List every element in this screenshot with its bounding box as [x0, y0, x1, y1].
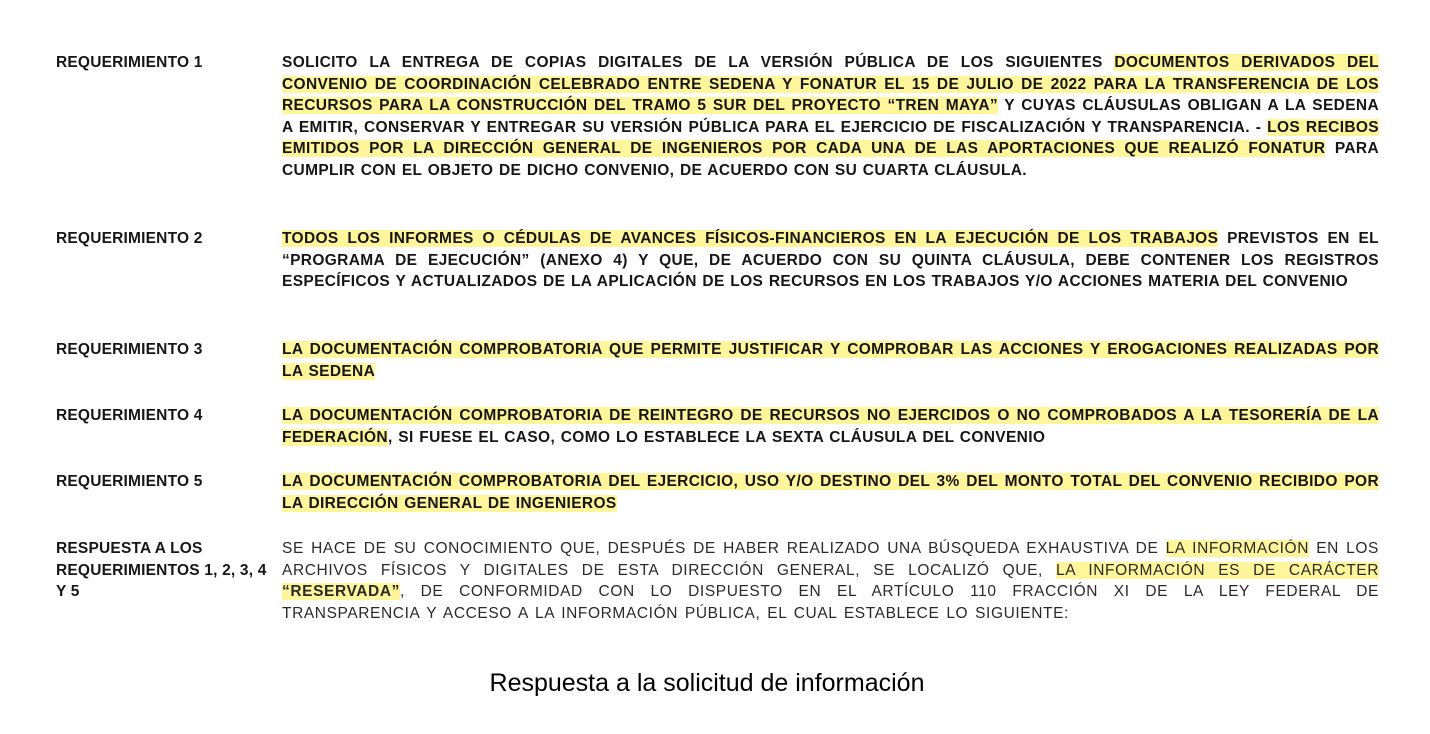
reserved-emphasis: “RESERVADA”: [282, 583, 400, 600]
text-segment: Y CUYAS CLÁUSULAS OBLIGAN A LA SEDENA A EMITIR, CONSERVAR Y ENTREGAR SU VERSIÓN PÚBLICA PARA EL EJERCICIO DE FISCALIZACIÓN Y TRANSPARENCIA. -: [282, 97, 1380, 136]
highlighted-segment: LOS RECIBOS EMITIDOS POR LA DIRECCIÓN GENERAL DE INGENIEROS POR CADA UNA DE LAS APORTACIONES QUE REALIZÓ FONATUR: [282, 118, 1379, 157]
requirement-label: REQUERIMIENTO 3: [56, 341, 203, 358]
requirement-text: [282, 471, 1379, 514]
highlighted-segment: LA DOCUMENTACIÓN COMPROBATORIA QUE PERMITE JUSTIFICAR Y COMPROBAR LAS ACCIONES Y EROGACIONES REALIZADAS POR LA SEDENA: [282, 341, 1379, 380]
highlighted-segment: TODOS LOS INFORMES O CÉDULAS DE AVANCES FÍSICOS-FINANCIEROS EN LA EJECUCIÓN DE LOS TRABAJOS: [282, 230, 1219, 247]
text-segment: , SI FUESE EL CASO, COMO LO ESTABLECE LA SEXTA CLÁUSULA DEL CONVENIO: [387, 428, 1046, 446]
image-caption: Respuesta a la solicitud de información: [489, 669, 925, 697]
text-segment: PARA CUMPLIR CON EL OBJETO DE DICHO CONVENIO, DE ACUERDO CON SU CUARTA CLÁUSULA.: [282, 140, 1379, 179]
requirement-label: REQUERIMIENTO 1: [56, 54, 203, 71]
text-segment: SE HACE DE SU CONOCIMIENTO QUE, DESPUÉS DE HABER REALIZADO UNA BÚSQUEDA EXHAUSTIVA DE: [282, 540, 1166, 557]
text-segment: PREVISTOS EN EL “PROGRAMA DE EJECUCIÓN” (ANEXO 4) Y QUE, DE ACUERDO CON SU QUINTA CLÁUSULA, DEBE CONTENER LOS REGISTROS ESPECÍFICOS Y ACTUALIZADOS DE LA APLICACIÓN DE LOS RECURSOS EN LOS TRABAJOS Y/O ACCIONES MATERIA DEL CONVENIO: [282, 230, 1379, 290]
text-segment: EN LOS ARCHIVOS FÍSICOS Y DIGITALES DE ESTA DIRECCIÓN GENERAL, SE LOCALIZÓ QUE,: [282, 540, 1379, 579]
text-segment: , DE CONFORMIDAD CON LO DISPUESTO EN EL ARTÍCULO 110 FRACCIÓN XI DE LA LEY FEDERAL DE TRANSPARENCIA Y ACCESO A LA INFORMACIÓN PÚBLICA, EL CUAL ESTABLECE LO SIGUIENTE:: [282, 583, 1379, 622]
highlighted-segment: LA DOCUMENTACIÓN COMPROBATORIA DEL EJERCICIO, USO Y/O DESTINO DEL 3% DEL MONTO TOTAL DEL CONVENIO RECIBIDO POR LA DIRECCIÓN GENERAL DE INGENIEROS: [282, 473, 1379, 512]
text-segment: SOLICITO LA ENTREGA DE COPIAS DIGITALES DE LA VERSIÓN PÚBLICA DE LOS SIGUIENTES: [282, 54, 1115, 71]
response-label: RESPUESTA A LOS REQUERIMIENTOS 1, 2, 3, 4 Y 5: [56, 540, 267, 600]
requirement-label: REQUERIMIENTO 2: [56, 230, 203, 247]
requirement-text: [282, 52, 1379, 181]
requirement-text: [282, 339, 1379, 382]
requirement-text: [282, 228, 1379, 293]
requirement-label: REQUERIMIENTO 5: [56, 473, 203, 490]
highlighted-segment: LA INFORMACIÓN: [1165, 540, 1309, 557]
highlighted-segment: LA INFORMACIÓN ES DE CARÁCTER: [1055, 561, 1379, 579]
response-text: [282, 538, 1379, 624]
requirement-label: REQUERIMIENTO 4: [56, 407, 203, 424]
highlighted-segment: LA DOCUMENTACIÓN COMPROBATORIA DE REINTEGRO DE RECURSOS NO EJERCIDOS O NO COMPROBADOS A LA TESORERÍA DE LA FEDERACIÓN: [282, 407, 1379, 446]
requirement-text: [282, 405, 1379, 448]
highlighted-segment: DOCUMENTOS DERIVADOS DEL CONVENIO DE COORDINACIÓN CELEBRADO ENTRE SEDENA Y FONATUR EL 15 DE JULIO DE 2022 PARA LA TRANSFERENCIA DE LOS RECURSOS PARA LA CONSTRUCCIÓN DEL TRAMO 5 SUR DEL PROYECTO “TREN MAYA”: [282, 54, 1379, 114]
